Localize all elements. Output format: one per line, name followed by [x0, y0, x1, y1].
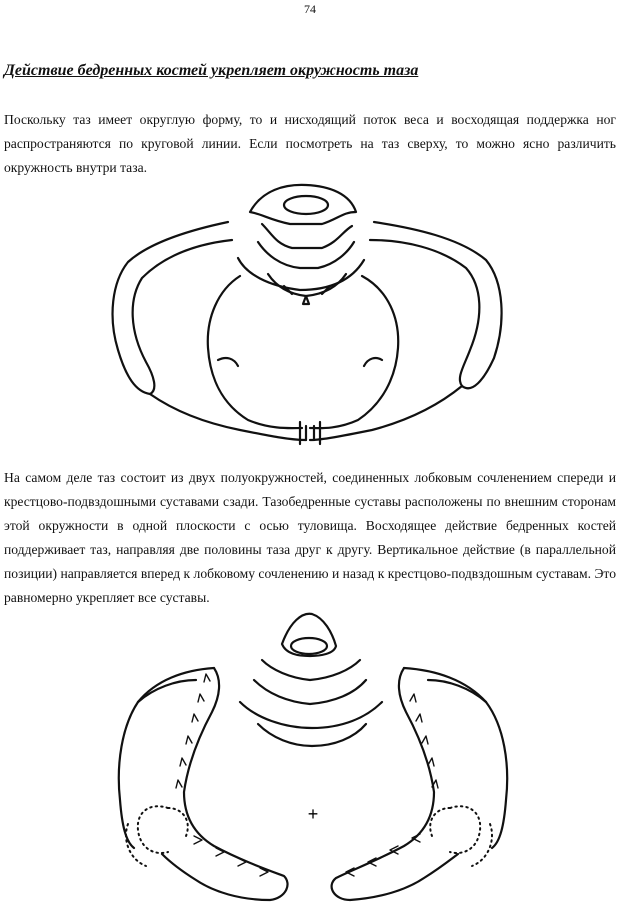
page-number: 74: [304, 2, 316, 16]
pelvis-top-view-illustration: [0, 182, 620, 457]
center-marker: +: [307, 804, 319, 824]
pelvis-hip-forces-illustration: [0, 608, 620, 918]
paragraph-2: На самом деле таз состоит из двух полуокружностей, соединенных лобковым сочленением спереди и крестцово-подвздошными суставами сзади. Тазобедренные суставы расположены по внешним сторонам этой окружности в одной плоскости с осью туловища. Восходящее действие бедренных костей поддерживает таз, направляя две половины таза друг к другу. Вертикальное действие (в параллельной позиции) направляется вперед к лобковому сочленению и назад к крестцово-подвздошным суставам. Это равномерно укрепляет все суставы.: [4, 470, 616, 605]
section-heading: Действие бедренных костей укрепляет окружность таза: [4, 62, 419, 79]
paragraph-1: Поскольку таз имеет округлую форму, то и нисходящий поток веса и восходящая поддержка ног распространяются по круговой линии. Если посмотреть на таз сверху, то можно ясно различить окружность внутри таза.: [4, 112, 616, 175]
